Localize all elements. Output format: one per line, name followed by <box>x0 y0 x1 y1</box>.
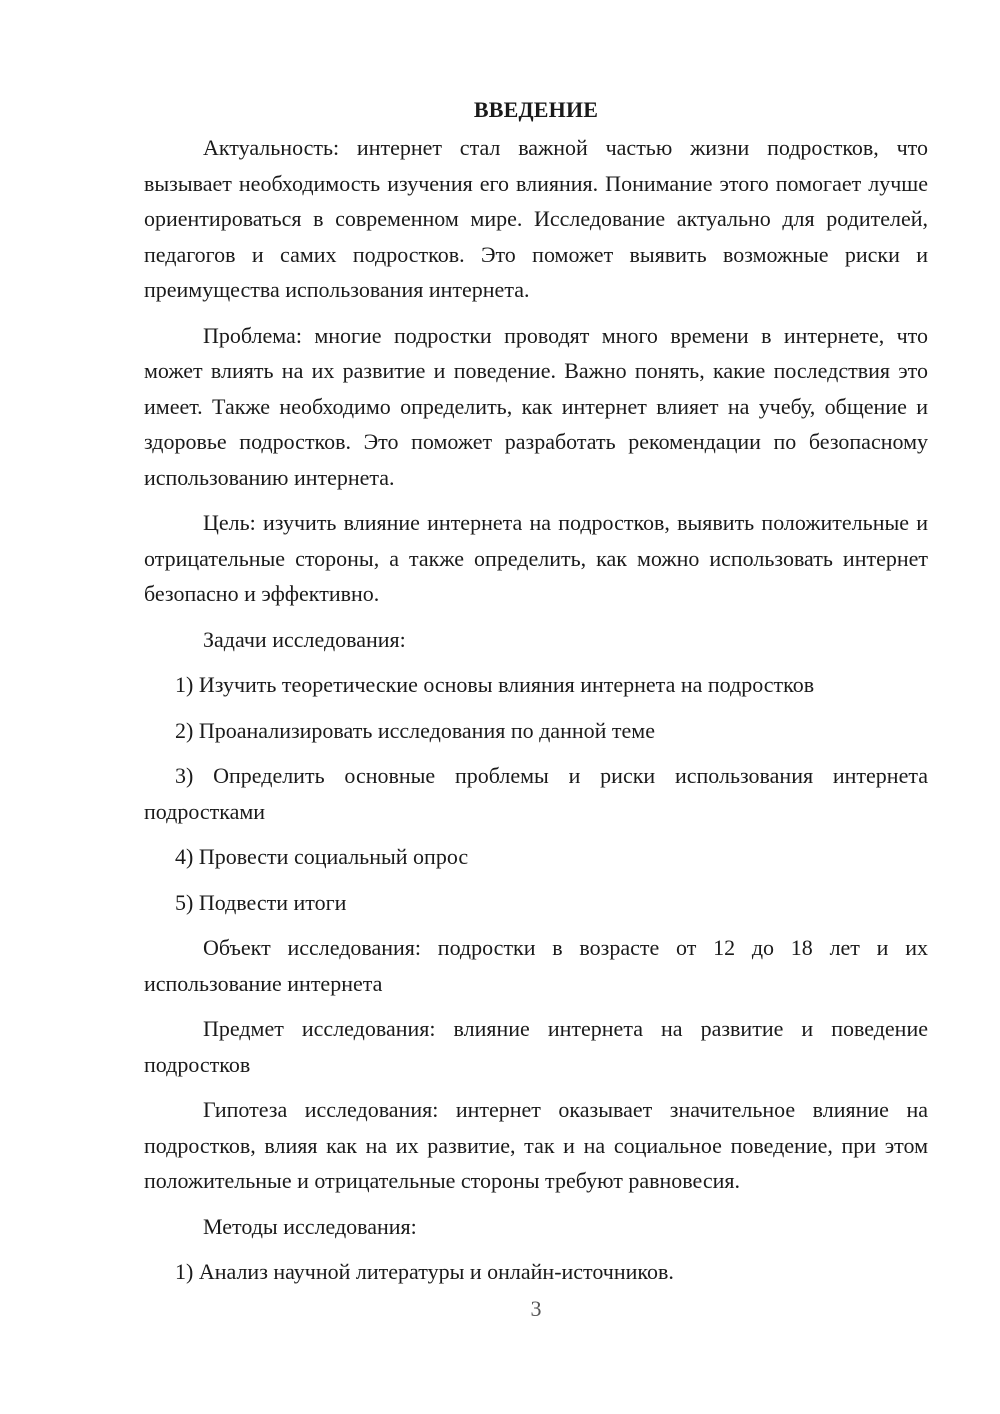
list-item: 5) Подвести итоги <box>175 889 347 915</box>
document-page <box>144 92 928 1300</box>
goal-paragraph: Цель: изучить влияние интернета на подростков, выявить положительные и отрицательные стороны, а также определить, как можно использовать интернет безопасно и эффективно. <box>144 510 928 606</box>
problem-paragraph: Проблема: многие подростки проводят много времени в интернете, что может влиять на их развитие и поведение. Важно понять, какие последствия это имеет. Также необходимо определить, как интернет влияет на учебу, общение и здоровье подростков. Это поможет разработать рекомендации по безопасному использованию интернета. <box>144 322 928 490</box>
page-number: 3 <box>530 1296 542 1321</box>
methods-list <box>144 1254 928 1290</box>
object-paragraph: Объект исследования: подростки в возрасте от 12 до 18 лет и их использование интернета <box>144 935 928 996</box>
list-item: 2) Проанализировать исследования по данной теме <box>175 717 655 743</box>
list-item: 1) Изучить теоретические основы влияния интернета на подростков <box>175 672 815 697</box>
list-item: 3) Определить основные проблемы и риски использования интернета подростками <box>144 763 928 824</box>
page-title: ВВЕДЕНИЕ <box>473 97 599 122</box>
methods-heading: Методы исследования: <box>203 1213 417 1239</box>
tasks-heading: Задачи исследования: <box>203 626 406 652</box>
list-item: 1) Анализ научной литературы и онлайн-источников. <box>175 1259 674 1284</box>
hypothesis-paragraph: Гипотеза исследования: интернет оказывает значительное влияние на подростков, влияя как на их развитие, так и на социальное поведение, при этом положительные и отрицательные стороны требуют равновесия. <box>144 1097 928 1193</box>
relevance-paragraph: Актуальность: интернет стал важной частью жизни подростков, что вызывает необходимость изучения его влияния. Понимание этого помогает лучше ориентироваться в современном мире. Исследование актуально для родителей, педагогов и самих подростков. Это поможет выявить возможные риски и преимущества использования интернета. <box>144 135 928 302</box>
tasks-list <box>144 667 928 920</box>
list-item: 4) Провести социальный опрос <box>175 844 469 869</box>
subject-paragraph: Предмет исследования: влияние интернета на развитие и поведение подростков <box>144 1016 928 1077</box>
